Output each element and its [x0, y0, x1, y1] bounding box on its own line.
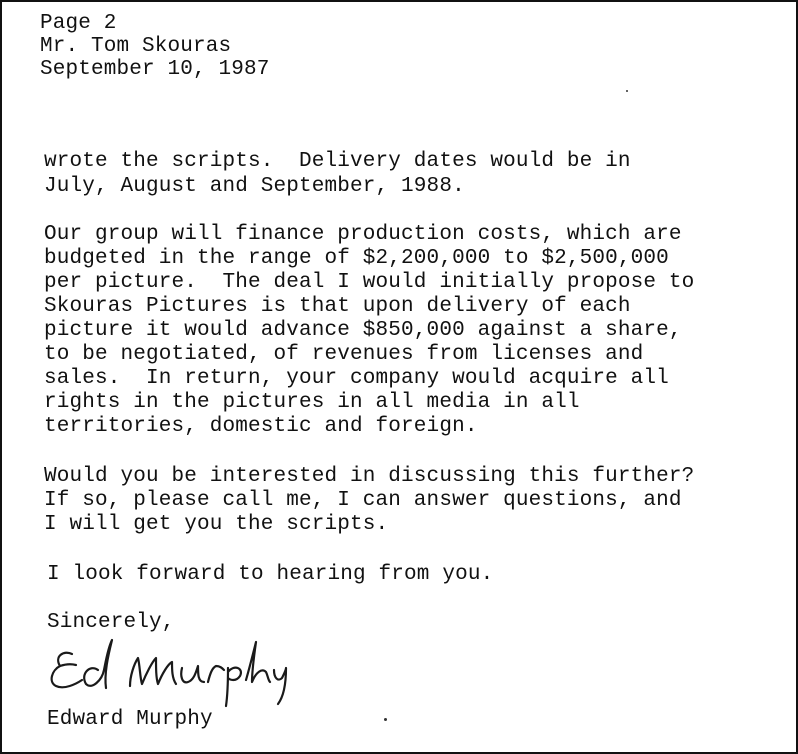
paragraph-2-line-4: Skouras Pictures is that upon delivery of each [44, 295, 631, 318]
paragraph-2-line-5: picture it would advance $850,000 against a share, [44, 319, 682, 342]
paragraph-1-line-2: July, August and September, 1988. [44, 175, 465, 198]
letter-date: September 10, 1987 [40, 58, 270, 81]
scan-speck [626, 90, 628, 92]
closing-salutation: Sincerely, [47, 611, 175, 634]
paragraph-2-line-9: territories, domestic and foreign. [44, 415, 478, 438]
paragraph-3-line-2: If so, please call me, I can answer questions, and [44, 489, 682, 512]
paragraph-1-line-1: wrote the scripts. Delivery dates would be in [44, 150, 631, 173]
recipient-name: Mr. Tom Skouras [40, 35, 232, 58]
paragraph-3-line-1: Would you be interested in discussing this further? [44, 465, 695, 488]
paragraph-4-line-1: I look forward to hearing from you. [47, 563, 494, 586]
paragraph-2-line-8: rights in the pictures in all media in all [44, 391, 580, 414]
paragraph-2-line-7: sales. In return, your company would acquire all [44, 367, 669, 390]
signer-name: Edward Murphy [47, 708, 213, 731]
page-number: Page 2 [40, 12, 117, 35]
paragraph-2-line-2: budgeted in the range of $2,200,000 to $2,500,000 [44, 247, 669, 270]
paragraph-2-line-6: to be negotiated, of revenues from licenses and [44, 343, 644, 366]
paragraph-3-line-3: I will get you the scripts. [44, 513, 389, 536]
scan-speck [384, 718, 387, 721]
paragraph-2-line-3: per picture. The deal I would initially propose to [44, 271, 695, 294]
handwritten-signature [42, 634, 292, 709]
paragraph-2-line-1: Our group will finance production costs, which are [44, 223, 682, 246]
